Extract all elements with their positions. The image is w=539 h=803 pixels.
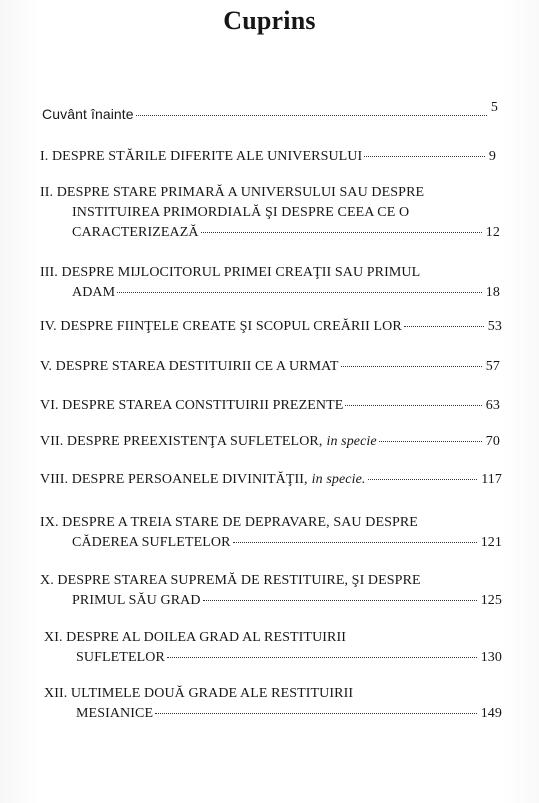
toc-page-number: 5 [490, 100, 498, 115]
toc-entry-title: VI. DESPRE STAREA CONSTITUIRII PREZENTE [40, 398, 344, 413]
toc-entry-title-line: CĂDEREA SUFLETELOR [72, 535, 231, 550]
toc-entry-chapter-3 [40, 263, 500, 303]
toc-entry-italic-note: in specie [326, 434, 377, 449]
toc-entry-chapter-9 [40, 513, 502, 553]
dot-leader [136, 115, 487, 116]
toc-entry-title-line: SUFLETELOR [76, 650, 165, 665]
toc-entry-title-line: XII. ULTIMELE DOUĂ GRADE ALE RESTITUIRII [44, 686, 354, 701]
dot-leader [167, 657, 477, 658]
toc-entry-chapter-2 [40, 183, 500, 243]
toc-entry-title-line: INSTITUIREA PRIMORDIALĂ ŞI DESPRE CEEA CE O [72, 205, 410, 220]
toc-entry-title: IV. DESPRE FIINŢELE CREATE ŞI SCOPUL CREĂRII LOR [40, 319, 402, 334]
toc-entry-title: VII. DESPRE PREEXISTENŢA SUFLETELOR, [40, 434, 323, 449]
dot-leader [203, 600, 477, 601]
toc-entry-chapter-6 [40, 396, 500, 416]
toc-entry-title-line: IX. DESPRE A TREIA STARE DE DEPRAVARE, SAU DESPRE [40, 515, 418, 530]
toc-entry-title-line: III. DESPRE MIJLOCITORUL PRIMEI CREAŢII SAU PRIMUL [40, 265, 421, 280]
dot-leader [404, 326, 484, 327]
toc-entry-title-line: MESIANICE [76, 706, 154, 721]
dot-leader [345, 405, 481, 406]
dot-leader [155, 713, 477, 714]
toc-page-number: 18 [485, 285, 500, 300]
dot-leader [341, 366, 482, 367]
toc-entry-title: Cuvânt înainte [42, 106, 134, 122]
dot-leader [368, 479, 478, 480]
toc-page-number: 70 [485, 434, 500, 449]
toc-entry-chapter-12 [44, 684, 502, 724]
toc-entry-chapter-8 [40, 470, 502, 490]
toc-page-number: 9 [488, 149, 496, 164]
page-title: Cuprins [223, 6, 316, 35]
toc-entry-title: I. DESPRE STĂRILE DIFERITE ALE UNIVERSULUI [40, 149, 363, 164]
toc-entry-title: VIII. DESPRE PERSOANELE DIVINITĂŢII, [40, 472, 308, 487]
toc-page-number: 130 [480, 650, 502, 665]
toc-page-number: 63 [485, 398, 500, 413]
toc-page-number: 149 [480, 706, 502, 721]
dot-leader [379, 441, 482, 442]
toc-entry-title-line: ADAM [72, 285, 116, 300]
toc-page-number: 117 [481, 472, 502, 487]
dot-leader [233, 542, 477, 543]
toc-page-number: 57 [485, 359, 500, 374]
toc-page-number: 53 [487, 319, 502, 334]
dot-leader [201, 232, 482, 233]
toc-entry-chapter-10 [40, 571, 502, 611]
toc-page-number: 121 [480, 535, 502, 550]
toc-entry-chapter-5 [40, 357, 500, 377]
toc-entry-title: V. DESPRE STAREA DESTITUIRII CE A URMAT [40, 359, 339, 374]
toc-entry-title-line: PRIMUL SĂU GRAD [72, 593, 201, 608]
toc-entry-foreword [42, 100, 498, 126]
toc-entry-chapter-11 [44, 628, 502, 668]
toc-entry-chapter-7 [40, 432, 500, 452]
dot-leader [117, 292, 482, 293]
toc-entry-title-line: X. DESPRE STAREA SUPREMĂ DE RESTITUIRE, ŞI DESPRE [40, 573, 421, 588]
toc-entry-chapter-4 [40, 317, 502, 337]
toc-entry-chapter-1 [40, 147, 496, 167]
dot-leader [364, 156, 485, 157]
toc-entry-italic-note: in specie. [311, 472, 366, 487]
toc-page-number: 12 [485, 225, 500, 240]
toc-entry-title-line: XI. DESPRE AL DOILEA GRAD AL RESTITUIRII [44, 630, 347, 645]
toc-entry-title-line: II. DESPRE STARE PRIMARĂ A UNIVERSULUI SAU DESPRE [40, 185, 425, 200]
toc-entry-title-line: CARACTERIZEAZĂ [72, 225, 199, 240]
toc-page-number: 125 [480, 593, 502, 608]
